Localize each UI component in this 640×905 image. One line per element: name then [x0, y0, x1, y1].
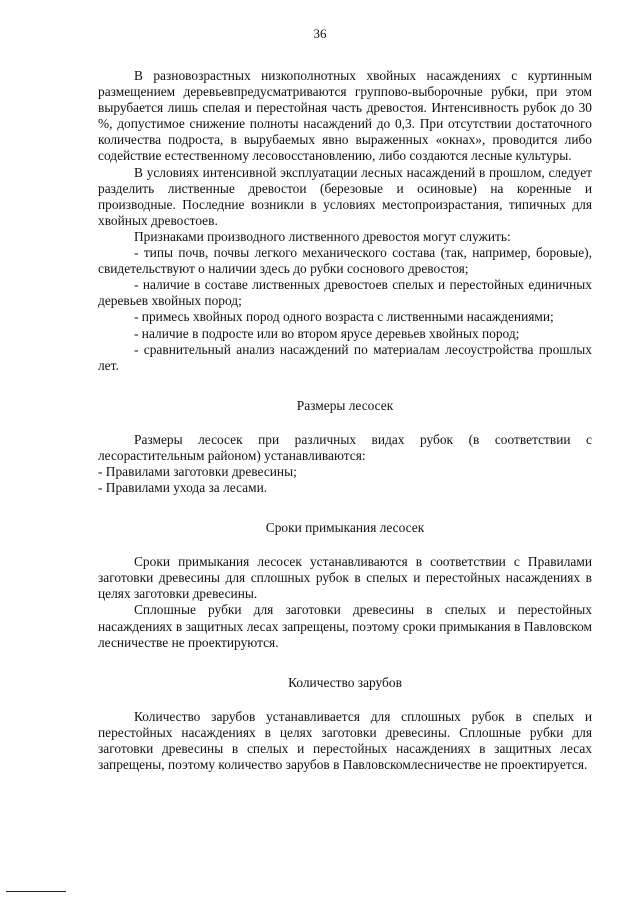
list-item: - сравнительный анализ насаждений по материалам лесоустройства прошлых лет.: [98, 341, 592, 373]
page-number: 36: [313, 26, 327, 41]
paragraph-group-selective-cutting: В разновозрастных низкополнотных хвойных насаждениях с куртинным размещением деревьевпредусматриваются группово-выборочные рубки, при этом вырубается лишь спелая и перестойная часть древостоя. Интенсивность рубок до 30 %, допустимое снижение полноты насаждений до 0,3. При отсутствии достаточного количества подроста, в вырубаемых явно выраженных «окнах», проводится либо содействие естественному лесовосстановлению, либо создаются лесные культуры.: [98, 68, 592, 164]
paragraph-adjacency-not-projected: Сплошные рубки для заготовки древесины в спелых и перестойных насаждениях в защитных лесах запрещены, поэтому сроки примыкания в Павловском лесничестве не проектируются.: [98, 602, 592, 650]
list-item: - Правилами заготовки древесины;: [98, 463, 297, 479]
list-item: - типы почв, почвы легкого механического состава (так, например, боровые), свидетельствуют о наличии здесь до рубки соснового древостоя;: [98, 245, 592, 277]
list-item: - наличие в подросте или во втором ярусе деревьев хвойных пород;: [134, 325, 520, 341]
paragraph-adjacency-rules: Сроки примыкания лесосек устанавливаются в соответствии с Правилами заготовки древесины для сплошных рубок в спелых и перестойных насаждениях в целях заготовки древесины.: [98, 554, 592, 602]
heading-cutting-area-sizes: Размеры лесосек: [296, 397, 394, 413]
heading-number-of-cuts: Количество зарубов: [288, 674, 402, 690]
list-item: - примесь хвойных пород одного возраста с лиственными насаждениями;: [134, 309, 554, 325]
paragraph-cutting-area-sizes: Размеры лесосек при различных видах рубок (в соответствии с лесорастительным районом) устанавливаются:: [98, 431, 592, 463]
list-item: - наличие в составе лиственных древостоев спелых и перестойных единичных деревьев хвойных пород;: [98, 277, 592, 309]
paragraph-deciduous-stands: В условиях интенсивной эксплуатации лесных насаждений в прошлом, следует разделить лиственные древостои (березовые и осиновые) на коренные и производные. Последние возникли в условиях местопроизрастания, типичных для хвойных древостоев.: [98, 164, 592, 228]
heading-adjacency-terms: Сроки примыкания лесосек: [265, 520, 425, 536]
list-item: - Правилами ухода за лесами.: [98, 480, 268, 496]
paragraph-number-of-cuts: Количество зарубов устанавливается для сплошных рубок в спелых и перестойных насаждениях в целях заготовки древесины. Сплошные рубки для заготовки древесины в спелых и перестойных насаждениях в защитных лесах запрещены, поэтому количество зарубов в Павловскомлесничестве не проектируется.: [98, 708, 592, 772]
document-body: [98, 68, 592, 773]
footer-rule: [6, 891, 66, 892]
paragraph-signs-intro: Признаками производного лиственного древостоя могут служить:: [134, 228, 511, 244]
